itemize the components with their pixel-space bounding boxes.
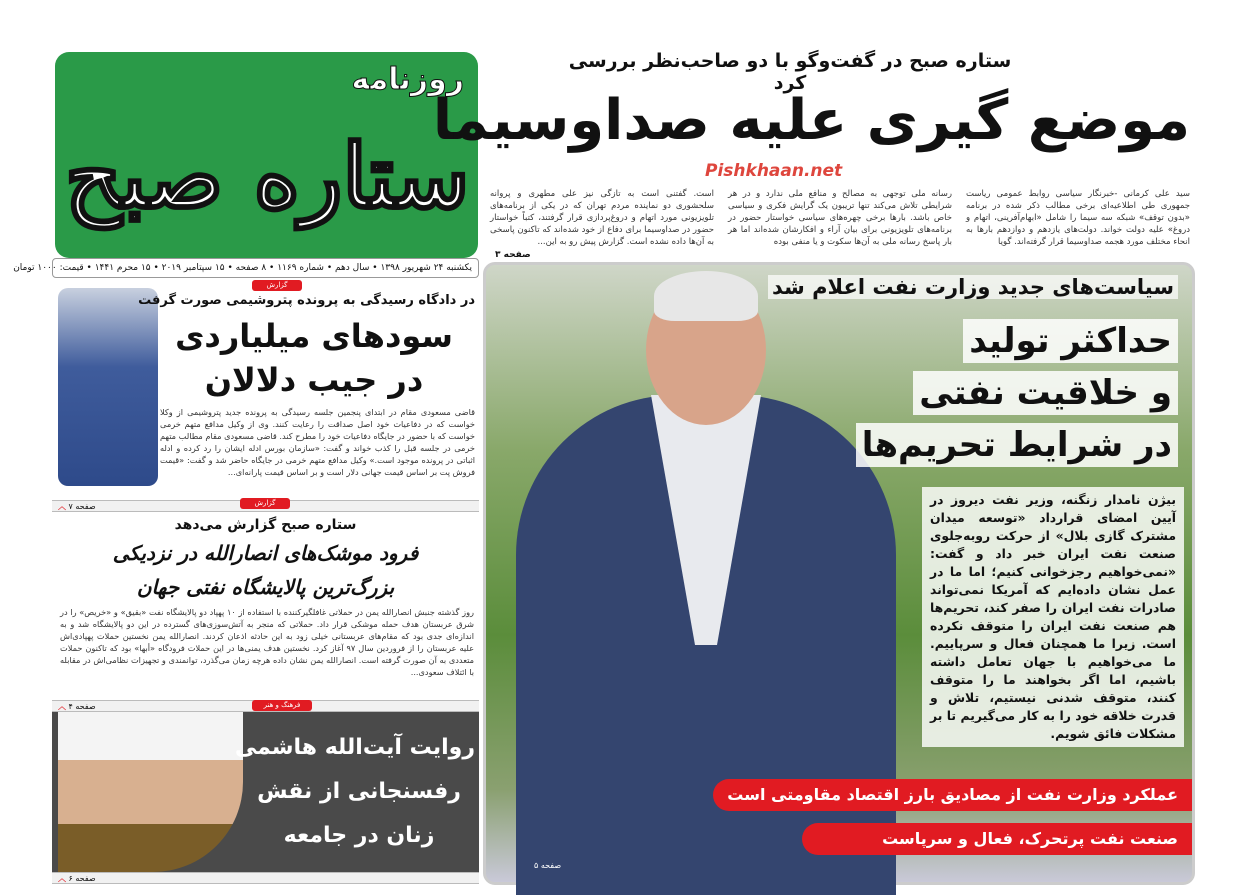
feature-page-ref[interactable]: صفحه ۵ (534, 861, 562, 870)
headline-line: زنان در جامعه (283, 823, 435, 848)
chevron-up-icon: ︿ (58, 502, 66, 511)
date-line: یکشنبه ۲۴ شهریور ۱۳۹۸ • سال دهم • شماره ۱۱۶۹ • ۸ صفحه • ۱۵ سپتامبر ۲۰۱۹ • ۱۵ محرم ۱۴۴۱ • قیمت: ۱۰۰۰ تومان (52, 258, 479, 278)
lead-column: سید علی کرمانی -خبرنگار سیاسی روابط عمومی ریاست جمهوری طی اطلاعیه‌ای برخی مطالب ذکر شده در برنامه «بدون توقف» شبکه سه سیما را شامل «ابهام‌آفرینی، اتهام و دروغ» علیه دولت خواند. دولت‌های یازدهم و دوازدهم بارها به انحاء مختلف مورد هجمه صداوسیما قرار گرفته‌اند. گویا (966, 189, 1190, 247)
lead-page-ref[interactable]: صفحه ۳ (495, 250, 531, 260)
chevron-up-icon: ︿ (58, 702, 66, 711)
lead-column: است. گفتنی است به تازگی نیز علی مطهری و پروانه سلحشوری دو نماینده مردم تهران که در یکی از برنامه‌های تلویزیونی مورد اتهام و دروغ‌پردازی قرار گرفتند، کتباً خواستار حضور در صداوسیما برای دفاع از خود شده‌اند که تاکنون پاسخی به آن‌ها داده نشده است. گزارش پیش رو به این... (490, 189, 714, 247)
lead-headline[interactable]: موضع گیری علیه صداوسیما (432, 88, 1190, 153)
section-headline[interactable] (169, 314, 459, 402)
chevron-up-icon: ︿ (58, 874, 66, 883)
section-kicker: در دادگاه رسیدگی به پرونده پتروشیمی صورت گرفت (138, 293, 475, 308)
headline-line: روایت آیت‌الله هاشمی (234, 735, 475, 760)
minister-photo-hair (654, 271, 758, 321)
headline-line: در جیب دلالان (204, 361, 424, 399)
logo-subtitle: روزنامه (351, 62, 464, 97)
feature-headline-line[interactable]: حداکثر تولید (963, 319, 1178, 363)
page-ref: صفحه ۷ (68, 502, 96, 511)
feature-headline-line[interactable]: و خلاقیت نفتی (913, 371, 1178, 415)
newspaper-logo: ستاره صبح (65, 124, 470, 228)
section-label: گزارش (240, 498, 290, 509)
page-ref-bar[interactable] (52, 872, 479, 884)
defendant-photo (58, 288, 158, 486)
page-ref: صفحه ۶ (68, 874, 96, 883)
feature-kicker: سیاست‌های جدید وزارت نفت اعلام شد (768, 275, 1178, 299)
section-label: گزارش (252, 280, 302, 291)
feature-subhead-bar[interactable]: صنعت نفت پرتحرک، فعال و سرپاست (802, 823, 1192, 855)
section-label: فرهنگ و هنر (252, 700, 312, 711)
page-ref: صفحه ۴ (68, 702, 96, 711)
section-headline[interactable] (234, 726, 475, 858)
feature-photo-panel (483, 262, 1195, 885)
feature-headline-line[interactable]: در شرایط تحریم‌ها (856, 423, 1178, 467)
section-kicker: ستاره صبح گزارش می‌دهد (174, 517, 357, 533)
masthead-logo-box (55, 52, 478, 258)
lead-column: رسانه ملی توجهی به مصالح و منافع ملی ندارد و در هر شرایطی تلاش می‌کند تنها تریبون یک گرایش فکری و سیاسی خاص باشد. بارها برخی چهره‌های سیاسی خواستار حضور در برنامه‌های تلویزیونی برای بیان آراء و افکارشان شده‌اند اما هر بار پاسخ رسانه ملی به آن‌ها سکوت و یا منفی بوده (728, 189, 952, 247)
headline-line: سودهای میلیاردی (175, 317, 453, 355)
feature-body: بیژن نامدار زنگنه، وزیر نفت دیروز در آیین امضای قرارداد «توسعه میدان مشترک گازی بلال» از حرکت روبه‌جلوی صنعت نفت ایران خبر داد و گفت: «نمی‌خواهیم رجزخوانی کنیم؛ اما ما در عمل نشان داده‌ایم که آمریکا نمی‌تواند صادرات نفت ایران را صفر کند، تحریم‌ها هم صنعت نفت ایران را متوقف نکرده است. زیرا ما همچنان فعال و سرپاییم. ما می‌خواهیم با جهان تعامل داشته باشیم، اما اگر بخواهند ما را متوقف کنند، متوقف شدنی نیستیم، تلاش و قدرت خلاقه خود را به کار می‌گیریم تا بر مشکلات فائق شویم. (922, 487, 1184, 747)
section-body: قاضی مسعودی مقام در ابتدای پنجمین جلسه رسیدگی به پرونده جدید پتروشیمی از وکلا خواست که در دفاعیات خود اصل صداقت را رعایت کنند. وی از وکیل مدافع متهم خرمی خواست که با حضور در جایگاه دفاعیات خود را مطرح کند. قاضی مسعودی مقام مطالب متهم خرمی در جلسه قبل را کذب خواند و گفت: «سازمان بورس ادله ایشان را رد کرده و ادله اثباتی در پرونده موجود است.» وکیل مدافع متهم خرمی در جایگاه حاضر شد و گفت: «قیمت فروش پت بر اساس قیمت جهانی دلار است و بر اساس قیمت پارانه‌ای... (159, 407, 475, 477)
feature-subhead-bar[interactable]: عملکرد وزارت نفت از مصادیق بارز اقتصاد مقاومتی است (713, 779, 1192, 811)
section-headline[interactable] (52, 536, 479, 604)
lead-kicker: ستاره صبح در گفت‌وگو با دو صاحب‌نظر بررسی کرد (568, 50, 1012, 94)
watermark: Pishkhaan.net (705, 161, 843, 181)
headline-line: بزرگ‌ترین پالایشگاه نفتی جهان (136, 575, 395, 599)
section-body: روز گذشته جنبش انصارالله یمن در حملاتی غافلگیرکننده با استفاده از ۱۰ پهپاد دو پالایشگاه نفت «بقیق» و «خریص» را در شرق عربستان هدف حمله موشکی قرار داد. حملاتی که منجر به آتش‌سوزی‌های گسترده در این دو پالایشگاه شد و به اندازه‌ای جدی بود که مقام‌های عربستانی خیلی زود به این حادثه اذعان کردند. انصارالله یمن نخستین حملات پهپادی‌اش علیه عربستان را از فروردین سال ۹۷ آغاز کرد. نخستین هدف یمنی‌ها در این حملات فرودگاه «أبها» بود که تاکنون حملات متعددی به آن صورت گرفته است. انصارالله یمن نشان داده هرچه زمان می‌گذرد، توانمندی و تجهیزات نظامی‌اش در مقابله با ائتلاف سعودی... (60, 607, 474, 677)
section-petrochemical (52, 278, 479, 500)
lead-body-columns (490, 188, 1190, 248)
headline-line: رفسنجانی از نقش (257, 779, 461, 804)
headline-line: فرود موشک‌های انصارالله در نزدیکی (112, 541, 419, 565)
rafsanjani-photo (58, 712, 243, 872)
